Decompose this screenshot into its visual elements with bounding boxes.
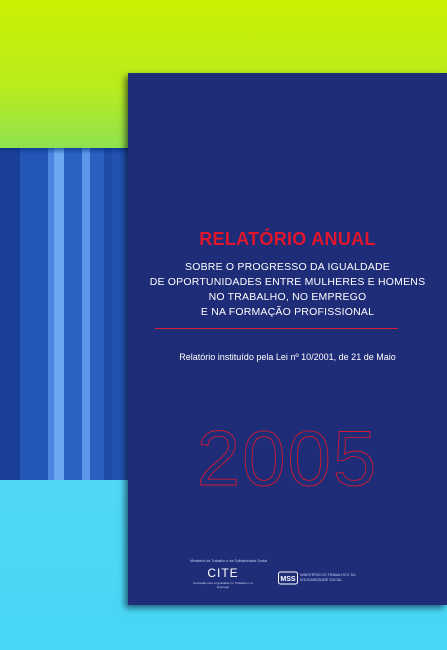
instituted-note: Relatório instituído pela Lei nº 10/2001, de 21 de Maio — [179, 352, 396, 362]
subtitle-line: SOBRE O PROGRESSO DA IGUALDADE — [185, 261, 390, 273]
stripe — [90, 148, 104, 480]
cover-panel — [128, 73, 447, 605]
stripe — [64, 148, 82, 480]
report-title: RELATÓRIO ANUAL — [199, 229, 376, 249]
subtitle-line: NO TRABALHO, NO EMPREGO — [208, 291, 367, 303]
stripe — [54, 148, 64, 480]
divider — [155, 328, 398, 329]
cite-subtitle: Comissão para a Igualdade no Trabalho e no Emprego — [192, 581, 254, 589]
subtitle-line: DE OPORTUNIDADES ENTRE MULHERES E HOMENS — [149, 276, 426, 288]
mss-mark-icon — [278, 571, 298, 585]
stripe — [20, 148, 48, 480]
cite-caption: Ministério do Trabalho e da Solidariedade Social — [190, 559, 268, 563]
stripe — [0, 148, 20, 480]
mss-logo — [278, 571, 358, 587]
cite-logo — [190, 559, 268, 591]
mss-text: MINISTÉRIO DO TRABALHO E DA SOLIDARIEDADE SOCIAL — [300, 573, 356, 582]
stripe — [112, 148, 128, 480]
cite-name: CITE — [207, 566, 239, 580]
stripe — [104, 148, 112, 480]
stripe — [82, 148, 90, 480]
svg-text:MSS: MSS — [280, 576, 296, 583]
report-year: 2005 — [196, 414, 379, 502]
report-subtitle — [138, 260, 437, 320]
subtitle-line: E NA FORMAÇÃO PROFISSIONAL — [200, 306, 375, 318]
